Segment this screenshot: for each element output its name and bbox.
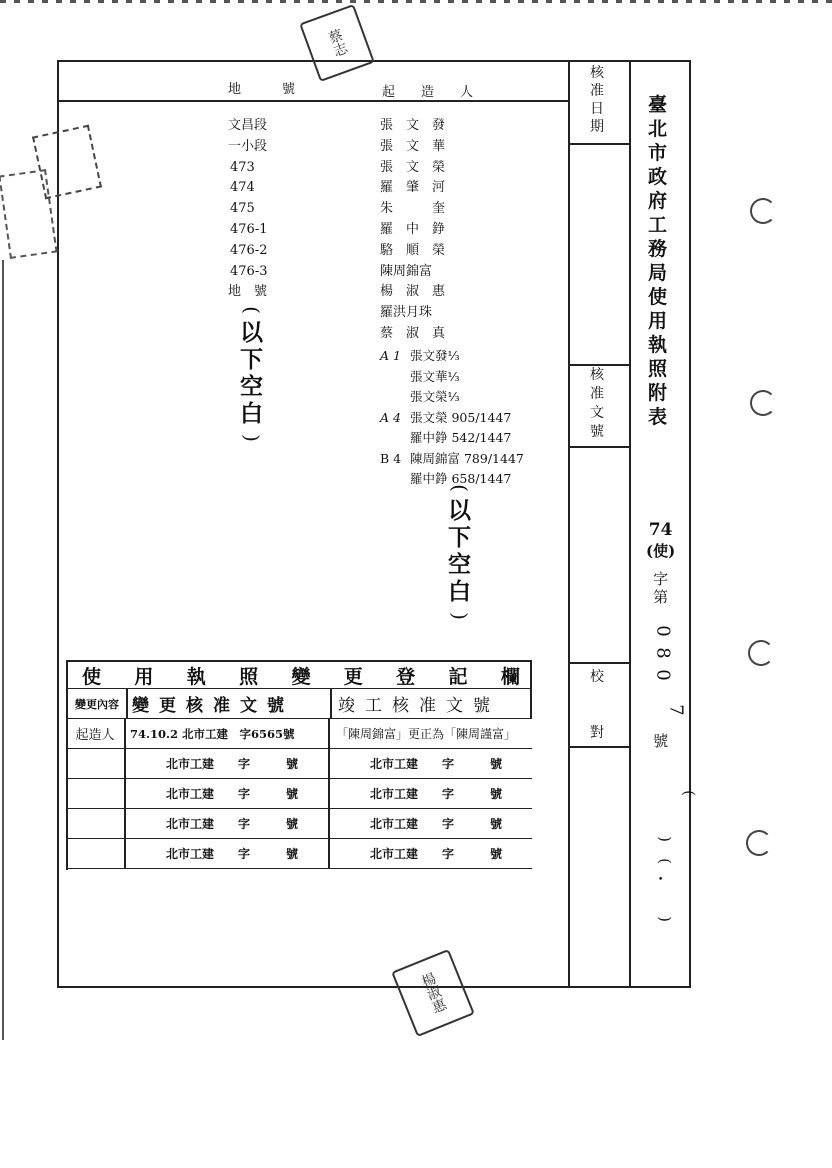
row-completion: 北市工建 字 號 — [370, 847, 503, 861]
bracket-mark: ( — [655, 858, 674, 864]
header-completion-approval: 竣工核准文號 — [338, 696, 500, 716]
bracket-mark: ) — [655, 916, 674, 922]
builder-item: 駱 順 榮 — [380, 242, 446, 258]
table-row — [66, 748, 532, 778]
table-row — [66, 778, 532, 808]
table-row — [66, 718, 532, 748]
license-digit: 8 — [652, 647, 674, 659]
share-text: 羅中錚 658/1447 — [410, 471, 512, 486]
label-char: 核 — [590, 367, 604, 383]
title-char: 北 — [648, 118, 668, 140]
row-change-no: 北市工建 字 號 — [126, 779, 330, 808]
title-char: 執 — [186, 665, 206, 688]
title-char: 務 — [648, 238, 668, 260]
label-char: 文 — [590, 405, 604, 421]
title-char: 更 — [343, 665, 363, 688]
seal-stamp-bottom — [391, 949, 475, 1037]
title-char: 登 — [396, 665, 416, 688]
note-char: 空 — [448, 552, 471, 578]
row-completion: 北市工建 字 號 — [370, 817, 503, 831]
table-row — [66, 838, 532, 869]
paren-close: ) — [239, 434, 264, 442]
side-divider-2 — [568, 364, 631, 366]
note-char: 下 — [448, 525, 471, 551]
change-registration-table — [66, 660, 532, 872]
share-row — [380, 367, 524, 388]
paren-open: ( — [447, 484, 472, 492]
side-divider-3 — [568, 446, 631, 448]
header-divider — [57, 100, 570, 102]
title-char: 政 — [648, 166, 668, 188]
label-char: 號 — [590, 424, 604, 440]
builder-item: 羅洪月珠 — [380, 305, 433, 321]
row-content — [66, 809, 126, 838]
table-left-edge — [66, 688, 68, 870]
share-row — [380, 408, 524, 429]
stamp-text: 楊淑惠 — [417, 970, 449, 1016]
bracket-mark: ( — [679, 790, 698, 796]
row-change-no: 北市工建 字 號 — [126, 749, 330, 778]
builder-item: 羅 肇 河 — [380, 180, 446, 196]
share-list — [380, 346, 524, 490]
change-table-header — [66, 688, 532, 718]
dot-mark: ・ — [653, 870, 669, 888]
note-char: 白 — [448, 579, 471, 605]
title-char: 用 — [648, 310, 668, 332]
note-char: 白 — [240, 401, 263, 427]
lot-item: 476-1 — [230, 221, 268, 237]
license-number — [646, 520, 698, 930]
title-char: 府 — [648, 190, 668, 212]
builder-item: 張 文 華 — [380, 138, 446, 154]
row-change-no: 北市工建 字 號 — [126, 809, 330, 838]
scan-edge-left — [2, 260, 4, 1040]
lot-item: 476-2 — [230, 242, 268, 258]
builder-header: 起造人 — [382, 85, 500, 100]
share-text: 張文榮⅓ — [410, 389, 460, 404]
title-char: 變 — [291, 665, 311, 688]
frame-left — [57, 60, 59, 988]
builder-item: 張 文 發 — [380, 118, 446, 133]
proofread-label — [590, 670, 604, 740]
side-divider-4 — [568, 662, 631, 664]
label-char: 期 — [590, 119, 604, 135]
header-change-content: 變更內容 — [68, 689, 128, 718]
lot-item: 476-3 — [230, 263, 268, 279]
paren-open: ( — [239, 306, 264, 314]
row-change-no: 74.10.2 北市工建 字6565號 — [126, 719, 330, 748]
title-char: 記 — [448, 665, 468, 688]
lot-item: 文昌段 — [228, 118, 268, 133]
binding-hole — [746, 830, 772, 856]
label-char: 准 — [590, 83, 604, 99]
title-char: 用 — [134, 665, 154, 688]
label-char: 對 — [590, 725, 604, 741]
license-year: 74 — [648, 520, 673, 540]
frame-right — [689, 60, 691, 988]
row-content — [66, 779, 126, 808]
title-char: 照 — [648, 358, 668, 380]
share-row — [380, 387, 524, 408]
title-char: 欄 — [500, 665, 520, 688]
stamp-text: 蔡志 — [324, 27, 350, 59]
title-char: 使 — [82, 665, 102, 688]
side-divider-5 — [568, 746, 631, 748]
approval-doc-label — [590, 368, 604, 444]
zi-char: 字 — [653, 570, 669, 588]
blank-below-note — [240, 300, 263, 448]
title-char: 臺 — [648, 94, 668, 116]
title-char: 附 — [648, 382, 668, 404]
blank-below-note — [448, 478, 471, 626]
label-char: 核 — [590, 65, 604, 81]
row-completion: 北市工建 字 號 — [370, 757, 503, 771]
builder-item: 蔡 淑 真 — [380, 325, 446, 341]
binding-hole — [750, 198, 776, 224]
lot-item: 一小段 — [228, 138, 268, 154]
title-char: 局 — [648, 262, 668, 284]
lot-list — [228, 116, 267, 303]
unit-code: B 4 — [380, 450, 402, 466]
title-char: 執 — [648, 334, 668, 356]
di-char: 第 — [653, 588, 669, 606]
binding-hole — [750, 390, 776, 416]
builder-item: 陳周錦富 — [380, 263, 433, 279]
binding-hole — [748, 640, 774, 666]
note-char: 下 — [240, 347, 263, 373]
label-char: 日 — [590, 101, 604, 117]
row-content: 起造人 — [66, 719, 126, 748]
row-content — [66, 749, 126, 778]
lot-item: 475 — [230, 201, 255, 217]
license-digit: 7 — [665, 704, 687, 716]
document-title — [648, 96, 667, 432]
share-text: 陳周錦富 789/1447 — [410, 450, 524, 466]
change-table-title — [66, 660, 532, 688]
lot-item: 473 — [230, 159, 255, 175]
lot-item: 474 — [230, 180, 255, 196]
frame-bottom — [57, 986, 691, 988]
lot-item: 地 號 — [228, 284, 268, 300]
row-completion: 北市工建 字 號 — [370, 787, 503, 801]
label-char: 准 — [590, 386, 604, 402]
share-text: 張文發⅓ — [410, 348, 460, 363]
title-char: 照 — [239, 665, 259, 688]
license-type: (使) — [646, 542, 676, 560]
note-char: 以 — [240, 320, 263, 346]
share-text: 羅中錚 542/1447 — [410, 430, 512, 445]
builder-item: 羅 中 錚 — [380, 221, 446, 237]
title-char: 使 — [648, 286, 668, 308]
table-row — [66, 808, 532, 838]
license-digit: 0 — [652, 669, 674, 681]
share-row — [380, 428, 524, 449]
lot-number-header: 地 號 — [228, 82, 310, 97]
side-divider-1 — [568, 143, 631, 145]
share-row — [380, 346, 524, 367]
seal-stamp-top — [299, 4, 375, 82]
paren-close: ) — [447, 612, 472, 620]
builder-item: 朱 奎 — [380, 201, 446, 217]
unit-code: A 1 — [380, 348, 401, 363]
share-text: 張文榮 905/1447 — [410, 409, 512, 425]
license-digit: 0 — [652, 625, 674, 637]
builder-item: 楊 淑 惠 — [380, 284, 446, 300]
row-content — [66, 839, 126, 868]
title-char: 市 — [648, 142, 668, 164]
scan-edge-top — [0, 0, 832, 3]
hao-char: 號 — [653, 732, 669, 750]
share-text: 張文華⅓ — [410, 368, 460, 384]
builder-item: 張 文 榮 — [380, 159, 446, 175]
builder-list — [380, 116, 445, 345]
label-char: 校 — [590, 669, 604, 685]
title-char: 表 — [648, 406, 668, 428]
header-change-approval: 變更核准文號 — [128, 689, 332, 718]
note-char: 空 — [240, 374, 263, 400]
share-row — [380, 449, 524, 470]
note-char: 以 — [448, 498, 471, 524]
title-char: 工 — [648, 214, 668, 236]
row-change-no: 北市工建 字 號 — [126, 839, 330, 868]
bracket-mark: ) — [655, 836, 674, 842]
approval-date-label — [590, 66, 604, 138]
unit-code: A 4 — [380, 409, 401, 425]
frame-col-b — [629, 60, 631, 988]
row-completion: 「陳周錦富」更正為「陳周謹富」 — [336, 727, 517, 741]
